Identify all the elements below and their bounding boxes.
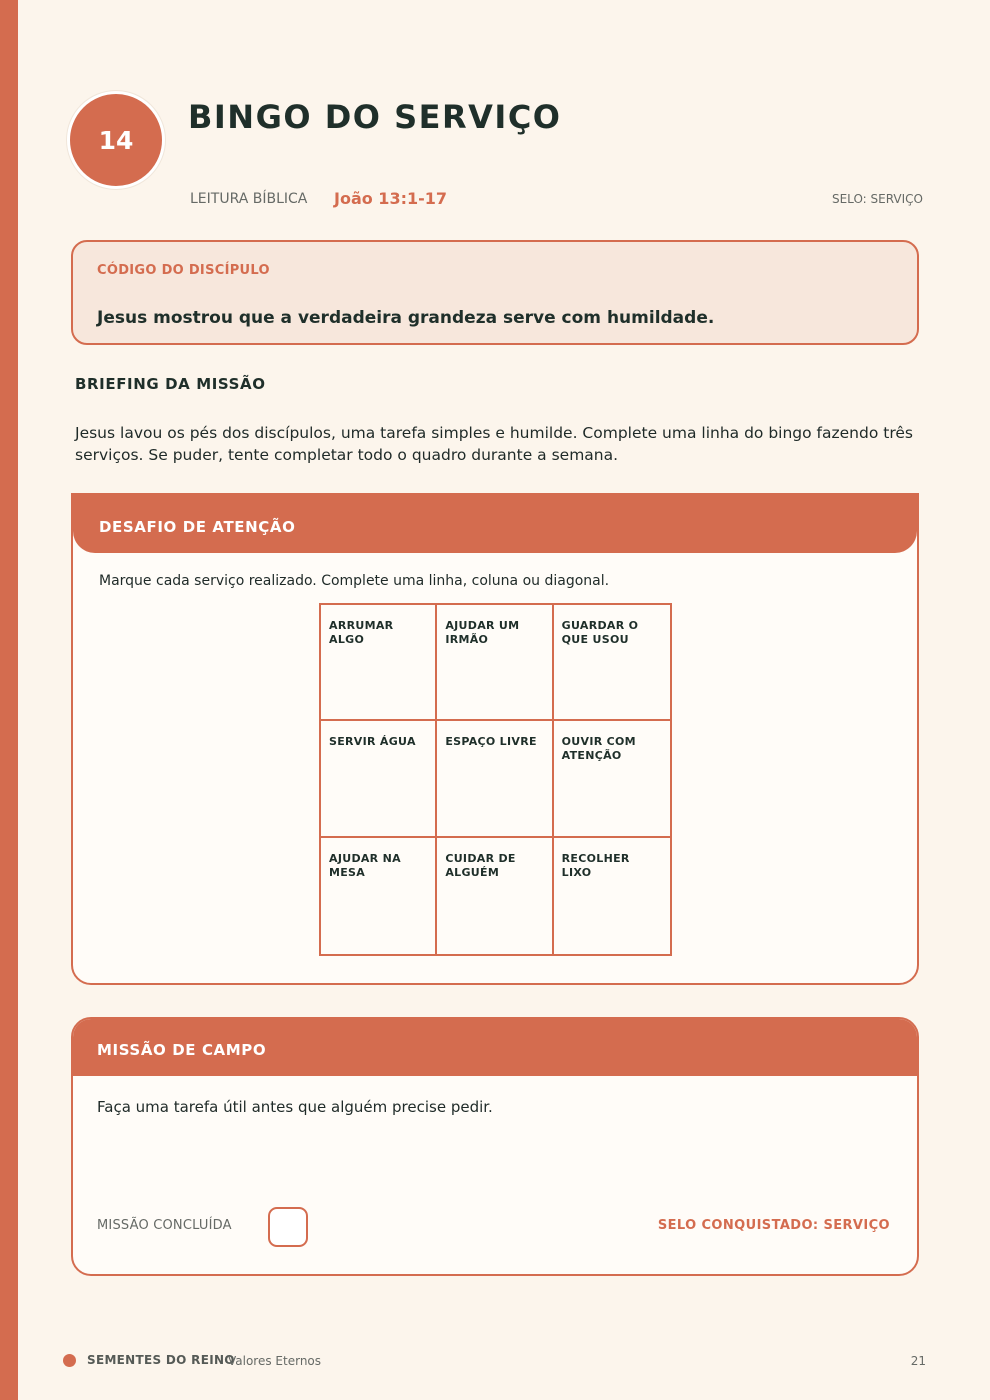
footer-dot-icon: [63, 1354, 76, 1367]
bingo-grid: [319, 603, 672, 956]
disciple-code-text: Jesus mostrou que a verdadeira grandeza serve com humildade.: [97, 308, 715, 328]
bingo-cell[interactable]: RECOLHER LIXO: [561, 851, 630, 879]
attention-challenge-panel: [71, 493, 919, 985]
seal-label: SELO: SERVIÇO: [831, 192, 923, 206]
challenge-instructions: Marque cada serviço realizado. Complete uma linha, coluna ou diagonal.: [99, 573, 610, 589]
reading-reference: João 13:1-17: [334, 189, 448, 208]
mission-completed-label: MISSÃO CONCLUÍDA: [97, 1218, 232, 1233]
briefing-title: BRIEFING DA MISSÃO: [75, 375, 266, 393]
footer-subtitle: Valores Eternos: [228, 1354, 322, 1368]
page-number: 21: [910, 1354, 926, 1368]
bingo-cell[interactable]: GUARDAR O QUE USOU: [554, 605, 670, 721]
mission-completed-checkbox[interactable]: [268, 1207, 308, 1247]
bingo-cell[interactable]: AJUDAR NA MESA: [321, 838, 437, 954]
lesson-number-badge: [67, 91, 165, 189]
bingo-cell[interactable]: OUVIR COM ATENÇÃO: [554, 721, 670, 837]
field-mission-header: MISSÃO DE CAMPO: [73, 1019, 917, 1076]
field-mission-task: Faça uma tarefa útil antes que alguém precise pedir.: [97, 1098, 493, 1116]
field-mission-panel: [71, 1017, 919, 1276]
bingo-cell[interactable]: SERVIR ÁGUA: [321, 721, 437, 837]
disciple-code-label: CÓDIGO DO DISCÍPULO: [97, 263, 270, 278]
footer-brand: SEMENTES DO REINO: [87, 1353, 235, 1367]
reading-label: LEITURA BÍBLICA: [190, 191, 308, 207]
challenge-header: DESAFIO DE ATENÇÃO: [73, 495, 917, 553]
page-title: BINGO DO SERVIÇO: [188, 98, 562, 136]
lesson-number: 14: [98, 125, 134, 155]
side-accent-bar: [0, 0, 18, 1400]
briefing-text: Jesus lavou os pés dos discípulos, uma tarefa simples e humilde. Complete uma linha do bingo fazendo três serviços. Se puder, tente completar todo o quadro durante a semana.: [75, 424, 913, 464]
bingo-cell[interactable]: ARRUMAR ALGO: [321, 605, 437, 721]
bingo-cell[interactable]: AJUDAR UM IRMÃO: [437, 605, 553, 721]
bingo-cell[interactable]: CUIDAR DE ALGUÉM: [437, 838, 553, 954]
bingo-cell[interactable]: ESPAÇO LIVRE: [437, 721, 553, 837]
disciple-code-box: [71, 240, 919, 345]
seal-earned-label: SELO CONQUISTADO: SERVIÇO: [657, 1218, 890, 1233]
